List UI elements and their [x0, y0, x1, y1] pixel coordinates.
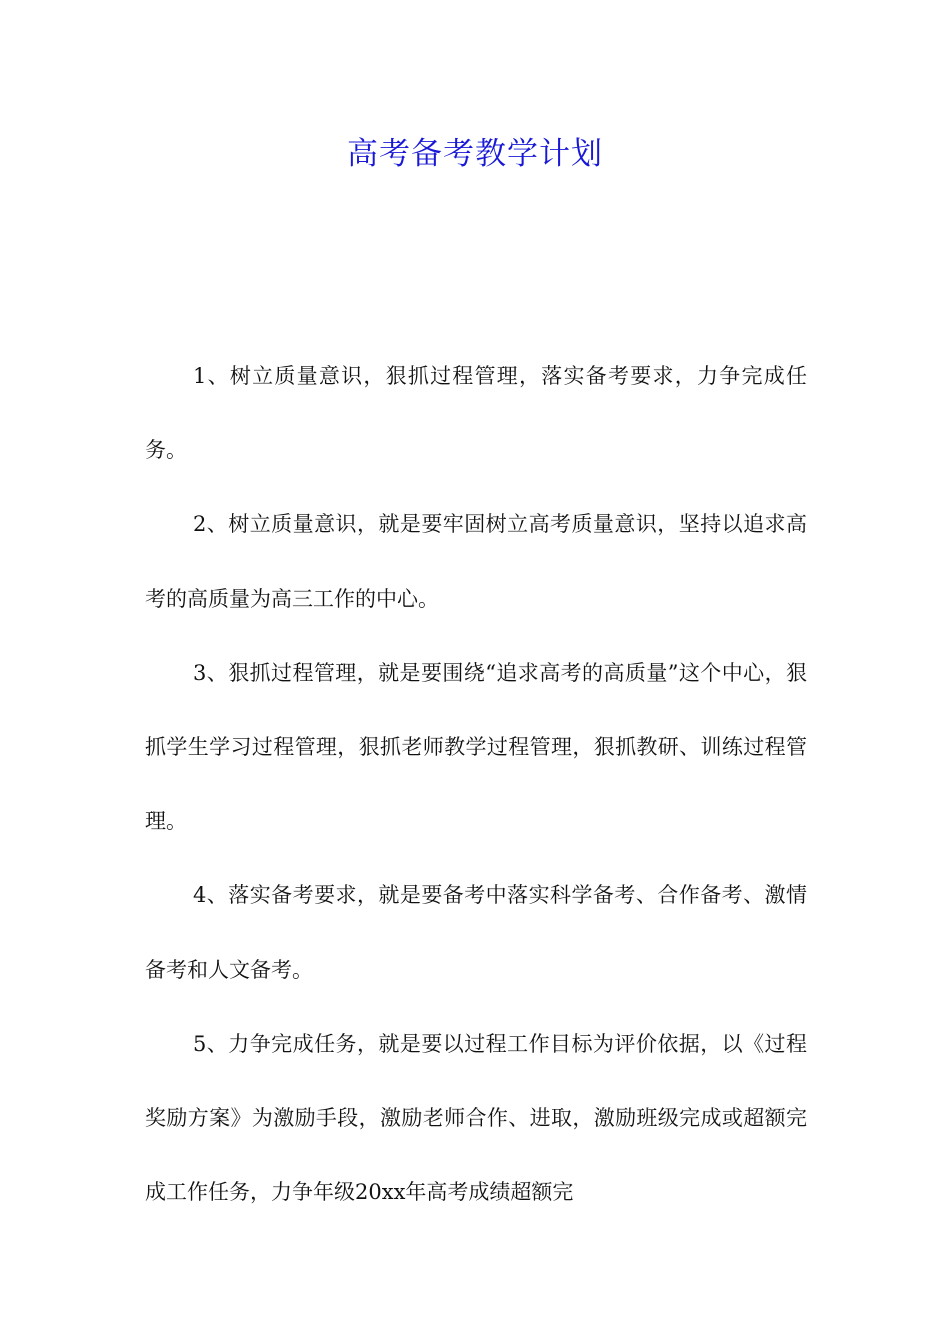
- document-body: [145, 339, 807, 1229]
- document-title: 高考备考教学计划: [347, 136, 603, 172]
- paragraph-3: 3、狠抓过程管理，就是要围绕“追求高考的高质量”这个中心，狠抓学生学习过程管理，狠抓老师教学过程管理，狠抓教研、训练过程管理。: [145, 660, 807, 834]
- paragraph-5: 5、力争完成任务，就是要以过程工作目标为评价依据，以《过程奖励方案》为激励手段，激励老师合作、进取，激励班级完成或超额完成工作任务，力争年级20xx年高考成绩超额完: [145, 1031, 807, 1205]
- paragraph-2: 2、树立质量意识，就是要牢固树立高考质量意识，坚持以追求高考的高质量为高三工作的中心。: [145, 512, 807, 611]
- paragraph-1: 1、树立质量意识，狠抓过程管理，落实备考要求，力争完成任务。: [145, 364, 807, 463]
- paragraph-4: 4、落实备考要求，就是要备考中落实科学备考、合作备考、激情备考和人文备考。: [145, 883, 807, 982]
